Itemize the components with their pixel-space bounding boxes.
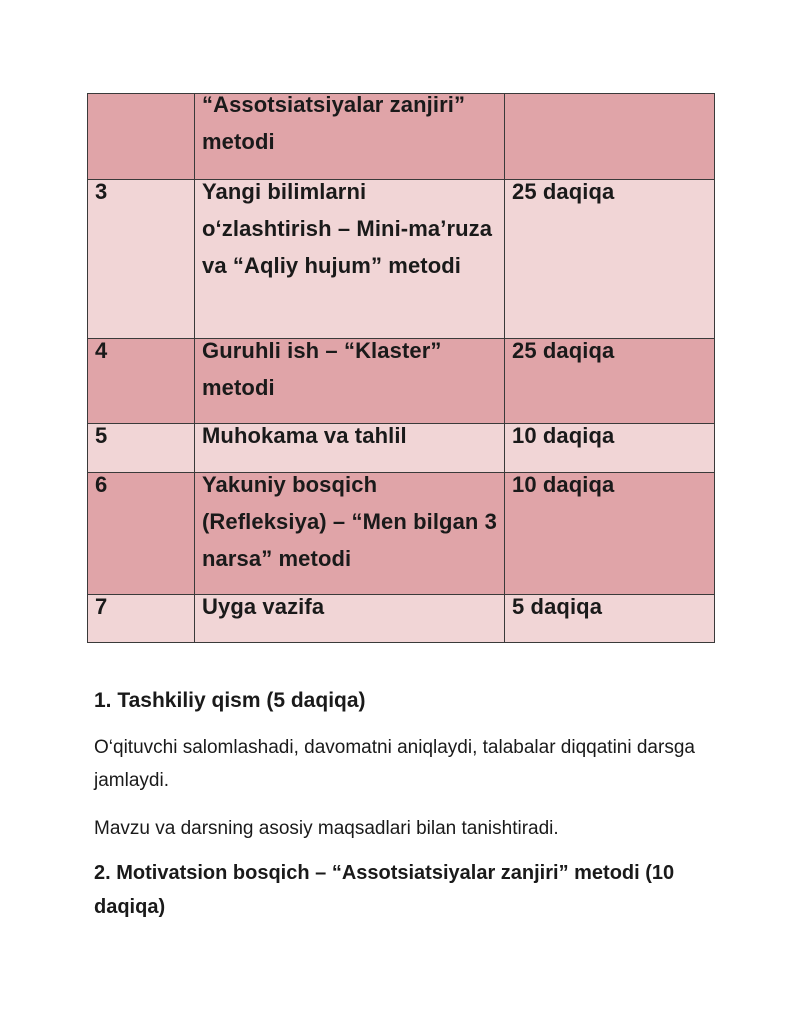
step-number-cell: 5 xyxy=(88,424,195,473)
activity-cell: Uyga vazifa xyxy=(195,595,505,643)
section-heading-motivational: 2. Motivatsion bosqich – “Assotsiatsiyalar zanjiri” metodi (10 daqiqa) xyxy=(94,862,675,918)
table-row xyxy=(88,180,715,339)
table-row xyxy=(88,339,715,424)
duration-cell: 25 daqiqa xyxy=(505,339,715,424)
activity-cell: Muhokama va tahlil xyxy=(195,424,505,473)
lesson-plan-table xyxy=(87,93,715,643)
step-number-cell: 6 xyxy=(88,473,195,595)
activity-cell: “Assotsiatsiyalar zanjiri” metodi xyxy=(195,94,505,180)
table-row xyxy=(88,94,715,180)
duration-cell: 5 daqiqa xyxy=(505,595,715,643)
duration-cell: 10 daqiqa xyxy=(505,473,715,595)
section-heading-organizational: 1. Tashkiliy qism (5 daqiqa) xyxy=(94,689,366,712)
step-number-cell: 4 xyxy=(88,339,195,424)
table-row xyxy=(88,473,715,595)
duration-cell: 10 daqiqa xyxy=(505,424,715,473)
step-number-cell: 7 xyxy=(88,595,195,643)
paragraph: Mavzu va darsning asosiy maqsadlari bilan tanishtiradi. xyxy=(94,818,559,839)
activity-cell: Yakuniy bosqich (Refleksiya) – “Men bilgan 3 narsa” metodi xyxy=(195,473,505,595)
activity-cell: Guruhli ish – “Klaster” metodi xyxy=(195,339,505,424)
step-number-cell: 3 xyxy=(88,180,195,339)
table-row xyxy=(88,595,715,643)
paragraph: O‘qituvchi salomlashadi, davomatni aniqlaydi, talabalar diqqatini darsga jamlaydi. xyxy=(94,737,695,791)
duration-cell: 25 daqiqa xyxy=(505,180,715,339)
duration-cell xyxy=(505,94,715,180)
activity-cell: Yangi bilimlarni o‘zlashtirish – Mini-ma’ruza va “Aqliy hujum” metodi xyxy=(195,180,505,339)
step-number-cell xyxy=(88,94,195,180)
